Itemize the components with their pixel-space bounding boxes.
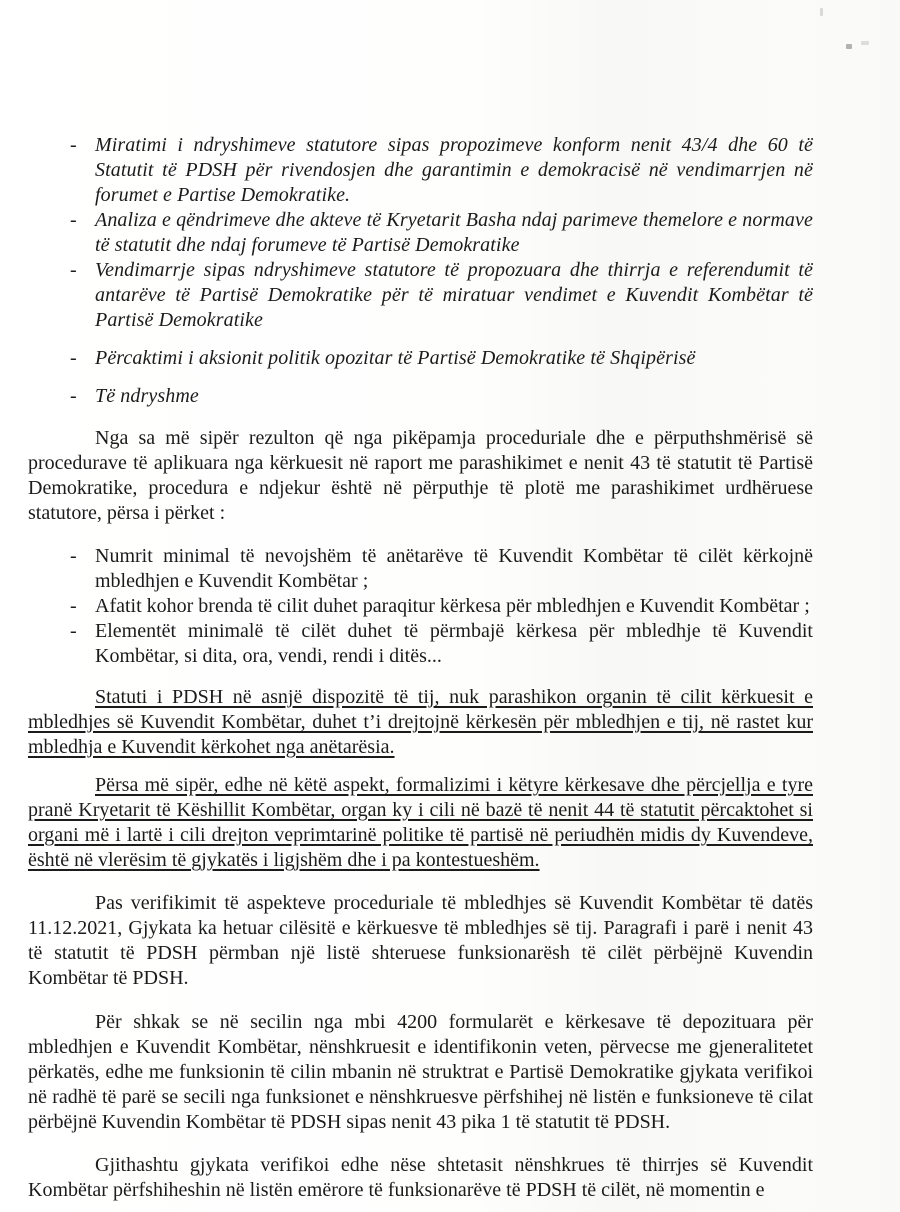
criteria-item [28,594,813,619]
scan-speck [861,41,869,45]
agenda-item [28,258,813,333]
agenda-item-text: Analiza e qëndrimeve dhe akteve të Kryetarit Basha ndaj parimeve themelore e normave të statutit dhe ndaj forumeve të Partisë Demokratike [95,209,813,256]
criteria-item-text: Numrit minimal të nevojshëm të anëtarëve të Kuvendit Kombëtar të cilët kërkojnë mbledhjen e Kuvendit Kombëtar ; [95,545,813,592]
intro-paragraph: Nga sa më sipër rezulton që nga pikëpamja proceduriale dhe e përputhshmërisë së procedurave të aplikuara nga kërkuesit në raport me parashikimet e nenit 43 të statutit të Partisë Demokratike, procedura e ndjekur është në përputhje të plotë me parashikimet urdhëruese statutore, përsa i përket : [28,427,813,524]
bullet-dash-icon: - [70,385,77,407]
agenda-item [28,133,813,208]
agenda-item [28,346,813,371]
bullet-dash-icon: - [70,134,77,156]
scan-speck [820,8,823,16]
agenda-item-text: Vendimarrje sipas ndryshimeve statutore të propozuara dhe thirrja e referendumit të antarëve të Partisë Demokratike për të miratuar vendimet e Kuvendit Kombëtar të Partisë Demokratike [95,259,813,331]
body-paragraph: Për shkak se në secilin nga mbi 4200 formularët e kërkesave të depozituara për mbledhjen e Kuvendit Kombëtar, nënshkruesit e identifikonin veten, përvecse me gjeneralitetet përkatës, edhe me funksionin të cilin mbanin në struktrat e Partisë Demokratike gjykata verifikoi në radhë të parë se secili nga funksionet e nënshkruesve përfshihej në listën e funksioneve të cilat përbëjnë Kuvendin Kombëtar të PDSH sipas nenit 43 pika 1 të statutit të PDSH. [28,1011,813,1133]
underlined-paragraph: Përsa më sipër, edhe në këtë aspekt, formalizimi i këtyre kërkesave dhe përcjellja e tyre pranë Kryetarit të Këshillit Kombëtar, organ ky i cili në bazë të nenit 44 të statutit përcaktohet si organi më i lartë i cili drejton veprimtarinë politike të partisë në periudhën midis dy Kuvendeve, është në vlerësim të gjykatës i ligjshëm dhe i pa kontestueshëm. [28,774,813,871]
bullet-dash-icon: - [70,259,77,281]
agenda-list [28,133,813,409]
body-paragraph: Gjithashtu gjykata verifikoi edhe nëse shtetasit nënshkrues të thirrjes së Kuvendit Kombëtar përfshiheshin në listën emërore të funksionarëve të PDSH të cilët, në momentin e [28,1154,813,1201]
criteria-item [28,544,813,594]
bullet-dash-icon: - [70,595,77,617]
criteria-item-text: Afatit kohor brenda të cilit duhet paraqitur kërkesa për mbledhjen e Kuvendit Kombëtar ; [95,595,810,617]
underlined-paragraph: Statuti i PDSH në asnjë dispozitë të tij, nuk parashikon organin të cilit kërkuesit e mbledhjes së Kuvendit Kombëtar, duhet t’i drejtojnë kërkesën për mbledhjen e tij, në rastet kur mbledhja e Kuvendit kërkohet nga anëtarësia. [28,686,813,758]
criteria-item-text: Elementët minimalë të cilët duhet të përmbajë kërkesa për mbledhje të Kuvendit Kombëtar, si dita, ora, vendi, rendi i ditës... [95,620,813,667]
criteria-list [28,544,813,669]
agenda-item-text: Miratimi i ndryshimeve statutore sipas propozimeve konform nenit 43/4 dhe 60 të Statutit të PDSH për rivendosjen dhe garantimin e demokracisë në vendimarrjen në forumet e Partise Demokratike. [95,134,813,206]
bullet-dash-icon: - [70,347,77,369]
bullet-dash-icon: - [70,545,77,567]
bullet-dash-icon: - [70,209,77,231]
bullet-dash-icon: - [70,620,77,642]
agenda-item-text: Të ndryshme [95,385,199,407]
agenda-item [28,384,813,409]
criteria-item [28,619,813,669]
body-paragraph: Pas verifikimit të aspekteve proceduriale të mbledhjes së Kuvendit Kombëtar të datës 11.12.2021, Gjykata ka hetuar cilësitë e kërkuesve të mbledhjes së tij. Paragrafi i parë i nenit 43 të statutit të PDSH përmban një listë shteruese funksionarësh të cilët përbëjnë Kuvendin Kombëtar të PDSH. [28,892,813,989]
agenda-item [28,208,813,258]
scan-speck [846,44,852,49]
agenda-item-text: Përcaktimi i aksionit politik opozitar të Partisë Demokratike të Shqipërisë [95,347,696,369]
